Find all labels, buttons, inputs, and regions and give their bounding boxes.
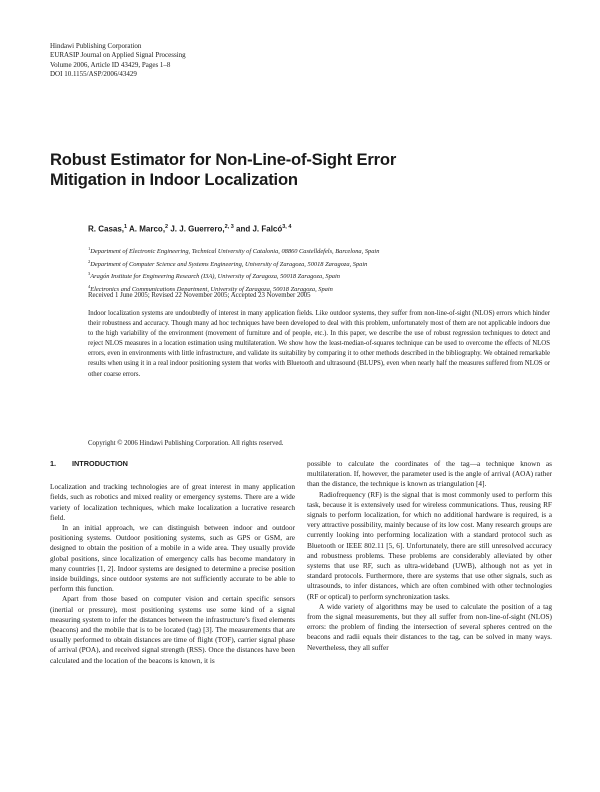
title-line-2: Mitigation in Indoor Localization [50, 170, 298, 189]
affiliation-item [88, 269, 379, 282]
body-paragraph: Localization and tracking technologies are of great interest in many application fields, such as robotics and mixed reality or emergency systems. There are a wide variety of localization techniques, which make localization a lucrative research field. [50, 482, 295, 522]
author-name: J. J. Guerrero, [170, 224, 225, 234]
author-affiliation-mark: 1 [124, 224, 128, 230]
publisher-line: Hindawi Publishing Corporation [50, 42, 142, 50]
body-paragraph: Apart from those based on computer vision and certain specific sensors (inertial or pressure), most positioning systems use some kind of a signal measuring system to infer the distances between the infrastructure’s fixed elements (beacons) and the mobile that is to be located (tag) [3]. The measurements that are usually performed to obtain distances are time of flight (TOF), carrier signal phase of arrival (POA), and received signal strength (RSS). Once the distances have been calculated and the location of the beacons is known, it is [50, 594, 295, 665]
received-dates: Received 1 June 2005; Revised 22 November 2005; Accepted 23 November 2005 [88, 292, 311, 299]
affiliation-list [88, 244, 379, 295]
section-number: 1. [50, 459, 57, 468]
affiliation-mark: 4 [88, 283, 91, 289]
doi-line: DOI 10.1155/ASP/2006/43429 [50, 70, 137, 79]
author-name: R. Casas, [88, 224, 125, 234]
affiliation-text: Department of Electronic Engineering, Technical University of Catalonia, 08860 Castelldefels, Barcelona, Spain [90, 248, 380, 256]
author-affiliation-mark: 2, 3 [224, 224, 234, 230]
affiliation-item [88, 244, 379, 257]
body-paragraph: A wide variety of algorithms may be used to calculate the position of a tag from the signal measurements, but they all suffer from non-line-of-sight (NLOS) errors: the problem of finding the intersection of several spheres centred on the beacons and radii equals their distances to the tag, can be solved in many ways. Nevertheless, they all suffer [307, 601, 552, 652]
volume-line: Volume 2006, Article ID 43429, Pages 1–8 [50, 60, 171, 69]
author-list [88, 224, 291, 234]
body-paragraph: possible to calculate the coordinates of the tag—a technique known as multilateration. If, however, the parameter used is the angle of arrival (AOA) rather than the distance, the technique is known as triangulation [4]. [307, 459, 552, 489]
affiliation-mark: 2 [88, 258, 91, 264]
affiliation-text: Aragón Institute for Engineering Research (I3A), University of Zaragoza, 50018 Zaragoza, Spain [90, 273, 340, 281]
affiliation-mark: 1 [88, 246, 91, 251]
right-column [307, 459, 552, 653]
abstract: Indoor localization systems are undoubtedly of interest in many application fields. Like outdoor systems, they suffer from non-line-of-sight (NLOS) errors which hinder their robustness and accuracy. Though many ad hoc techniques have been developed to deal with this problem, unfortunately most of them are not applicable indoors due to the high variability of the environment (movement of furniture and of people, etc.). In this paper, we describe the use of robust regression techniques to detect and reject NLOS measures in a location estimation using multilateration. We show how the least-median-of-squares technique can be used to overcome the effects of NLOS errors, even in environments with little infrastructure, and validate its suitability by comparing it to other methods described in the bibliography. We obtained remarkable results when using it in a real indoor positioning system that works with Bluetooth and ultrasound (BLUPS), even when nearly half the measures suffered from NLOS or other coarse errors. [88, 310, 550, 378]
section-title: INTRODUCTION [72, 459, 128, 468]
author-name: A. Marco, [129, 224, 166, 234]
copyright-notice: Copyright © 2006 Hindawi Publishing Corporation. All rights reserved. [88, 440, 284, 447]
left-column [50, 459, 295, 666]
author-affiliation-mark: 3, 4 [282, 224, 292, 230]
affiliation-item [88, 257, 379, 270]
author-affiliation-mark: 2 [165, 224, 169, 230]
affiliation-text: Department of Computer Science and Systems Engineering, University of Zaragoza, 50018 Zaragoza, Spain [90, 260, 368, 268]
journal-header [50, 42, 186, 80]
section-heading [50, 459, 295, 469]
paper-title [50, 150, 430, 190]
title-line-1: Robust Estimator for Non-Line-of-Sight Error [50, 150, 397, 169]
body-paragraph: Radiofrequency (RF) is the signal that is most commonly used to perform this task, because it is extensively used for wireless communications. Thus, reusing RF signals to perform localization, for which no additional hardware is required, is a very attractive possibility, mainly because of its low cost. Many research groups are currently looking into performing localization with a standard protocol such as Bluetooth or IEEE 802.11 [5, 6]. Unfortunately, there are still unresolved accuracy and robustness problems. These problems are considerably alleviated by other systems that use RF, such as ultra-wideband (UWB), although not as yet in standard protocols. Furthermore, there are systems that use other signals, such as ultrasounds, to infer distances, which are often combined with other technologies (RF or optical) to perform synchronization tasks. [307, 489, 552, 601]
author-name: and J. Falcó [236, 224, 283, 234]
affiliation-text: Electronics and Communications Department, University of Zaragoza, 50018 Zaragoza, Spain [90, 286, 333, 293]
journal-line: EURASIP Journal on Applied Signal Processing [50, 51, 186, 60]
body-paragraph: In an initial approach, we can distinguish between indoor and outdoor positioning systems. Outdoor positioning systems, such as GPS or GSM, are designed to obtain the position of a mobile in a wide area. They usually provide global positions, since localization of emergency calls has become mandatory in many countries [1, 2]. Indoor systems are designed to determine a precise position inside buildings, since outdoor systems are not sufficiently accurate to be able to perform this function. [50, 523, 295, 594]
affiliation-mark: 3 [88, 271, 91, 277]
